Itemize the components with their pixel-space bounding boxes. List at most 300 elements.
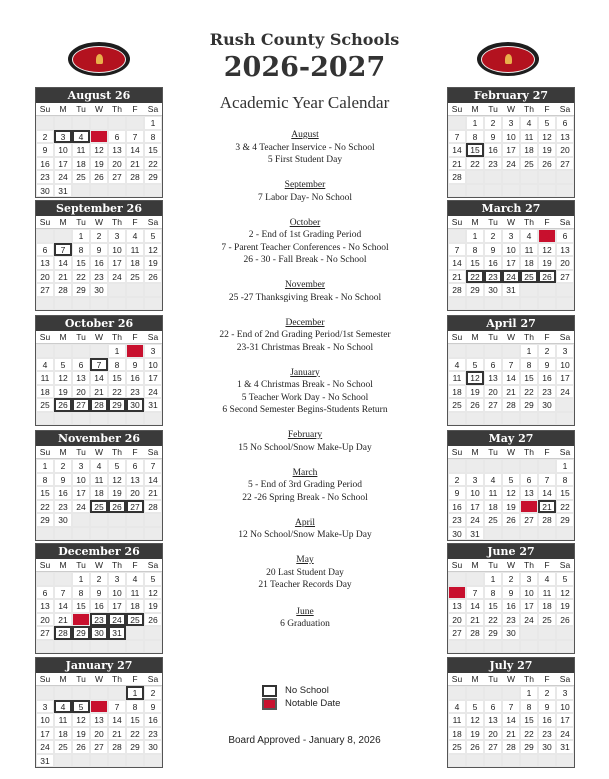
day-cell: 2 (54, 459, 72, 473)
day-cell: 27 (126, 500, 144, 514)
event-month-heading: November (284, 280, 326, 290)
day-cell: 3 (54, 130, 72, 144)
day-cell: 9 (126, 358, 144, 372)
day-cell: 7 (502, 358, 520, 372)
weekday-label: F (126, 103, 144, 116)
empty-day (54, 116, 72, 130)
weekday-label: Su (36, 446, 54, 459)
event-month-heading: June (296, 606, 314, 617)
day-cell: 24 (556, 727, 574, 741)
event-item: 5 - End of 3rd Grading Period (248, 480, 362, 490)
weekday-label: F (126, 559, 144, 572)
day-cell: 20 (90, 727, 108, 741)
day-cell: 12 (466, 371, 484, 385)
day-cell: 14 (448, 143, 466, 157)
weekday-label: Th (108, 216, 126, 229)
day-cell: 15 (466, 143, 484, 157)
empty-day (484, 412, 502, 426)
no-school-swatch (262, 685, 277, 697)
day-cell: 11 (448, 713, 466, 727)
weekday-label: W (502, 216, 520, 229)
weekday-label: W (90, 559, 108, 572)
month-title: March 27 (448, 201, 574, 216)
day-cell: 7 (90, 358, 108, 372)
empty-day (72, 344, 90, 358)
month-calendar (447, 315, 575, 426)
month-title: October 26 (36, 316, 162, 331)
empty-day (556, 283, 574, 297)
event-section (180, 367, 430, 417)
empty-day (90, 297, 108, 311)
weekday-label: Sa (556, 673, 574, 686)
weekday-label: Th (108, 103, 126, 116)
day-cell: 1 (466, 116, 484, 130)
day-cell: 30 (448, 527, 466, 541)
day-cell: 5 (144, 572, 162, 586)
day-cell: 12 (538, 130, 556, 144)
day-cell: 15 (556, 486, 574, 500)
day-cell: 1 (556, 459, 574, 473)
day-cell: 26 (144, 270, 162, 284)
weekday-label: F (538, 331, 556, 344)
empty-day (54, 527, 72, 541)
weekday-label: W (90, 331, 108, 344)
empty-day (448, 572, 466, 586)
weekday-label: F (126, 673, 144, 686)
day-cell: 16 (54, 486, 72, 500)
empty-day (90, 184, 108, 198)
day-cell: 3 (520, 572, 538, 586)
school-name: Rush County Schools (209, 30, 400, 49)
weekday-label: W (90, 103, 108, 116)
day-cell: 29 (144, 170, 162, 184)
empty-day (448, 640, 466, 654)
weekday-label: Tu (72, 216, 90, 229)
month-calendar (35, 87, 163, 198)
day-cell: 26 (466, 740, 484, 754)
day-cell: 18 (448, 727, 466, 741)
day-cell: 10 (144, 358, 162, 372)
day-cell: 21 (448, 270, 466, 284)
empty-day (144, 297, 162, 311)
day-cell: 2 (502, 572, 520, 586)
day-cell: 22 (466, 157, 484, 171)
legend-notable: Notable Date (285, 698, 341, 709)
empty-day (484, 297, 502, 311)
day-cell: 9 (90, 586, 108, 600)
empty-day (36, 229, 54, 243)
day-cell: 4 (72, 130, 90, 144)
weekday-label: Th (520, 331, 538, 344)
weekday-label: Th (108, 673, 126, 686)
day-cell: 26 (90, 170, 108, 184)
event-month-heading: February (287, 430, 323, 440)
day-cell: 25 (36, 398, 54, 412)
day-cell: 14 (108, 713, 126, 727)
day-cell: 8 (466, 130, 484, 144)
day-cell: 13 (126, 473, 144, 487)
day-cell: 6 (484, 700, 502, 714)
day-cell: 31 (466, 527, 484, 541)
day-cell: 14 (54, 256, 72, 270)
day-cell: 20 (108, 157, 126, 171)
empty-day (448, 297, 466, 311)
day-cell: 16 (90, 599, 108, 613)
empty-day (502, 412, 520, 426)
day-cell: 13 (108, 143, 126, 157)
day-cell: 15 (108, 371, 126, 385)
day-cell: 6 (556, 116, 574, 130)
event-item: 21 Teacher Records Day (258, 580, 352, 590)
day-cell: 1 (144, 116, 162, 130)
day-cell: 29 (108, 398, 126, 412)
day-cell: 20 (484, 385, 502, 399)
month-title: January 27 (36, 658, 162, 673)
weekday-label: Su (36, 673, 54, 686)
day-cell: 25 (484, 513, 502, 527)
weekday-label: Tu (72, 559, 90, 572)
day-cell: 20 (36, 613, 54, 627)
day-cell: 24 (108, 613, 126, 627)
day-cell: 6 (448, 586, 466, 600)
event-month-heading: December (285, 317, 325, 328)
weekday-label: Th (520, 673, 538, 686)
empty-day (556, 398, 574, 412)
day-cell: 7 (502, 700, 520, 714)
day-cell: 26 (54, 398, 72, 412)
empty-day (126, 297, 144, 311)
day-cell: 24 (556, 385, 574, 399)
day-cell: 18 (36, 385, 54, 399)
empty-day (90, 412, 108, 426)
day-cell: 3 (108, 572, 126, 586)
weekday-label: M (466, 103, 484, 116)
day-cell: 4 (520, 116, 538, 130)
day-cell: 7 (108, 700, 126, 714)
day-cell: 26 (72, 740, 90, 754)
event-item: 2 - End of 1st Grading Period (248, 230, 362, 240)
weekday-label: Sa (144, 331, 162, 344)
empty-day (556, 754, 574, 768)
day-cell: 10 (108, 243, 126, 257)
day-cell: 23 (144, 727, 162, 741)
day-cell: 16 (502, 599, 520, 613)
weekday-label: Th (108, 559, 126, 572)
empty-day (520, 640, 538, 654)
month-calendar (35, 315, 163, 426)
weekday-label: M (466, 446, 484, 459)
day-cell: 30 (144, 740, 162, 754)
day-cell: 27 (484, 740, 502, 754)
empty-day (54, 640, 72, 654)
day-cell: 23 (448, 513, 466, 527)
day-cell: 25 (126, 270, 144, 284)
day-cell: 24 (72, 500, 90, 514)
weekday-label: M (54, 103, 72, 116)
event-item: 3 & 4 Teacher Inservice - No School (235, 142, 375, 153)
day-cell: 17 (466, 500, 484, 514)
day-cell: 21 (90, 385, 108, 399)
weekday-label: Sa (144, 559, 162, 572)
day-cell: 7 (54, 243, 72, 257)
empty-day (72, 412, 90, 426)
event-item: 5 Teacher Work Day - No School (241, 392, 369, 403)
empty-day (54, 344, 72, 358)
day-cell: 22 (466, 270, 484, 284)
month-calendar (35, 543, 163, 654)
day-cell: 5 (538, 116, 556, 130)
empty-day (72, 754, 90, 768)
weekday-label: Su (36, 559, 54, 572)
day-cell: 29 (466, 283, 484, 297)
empty-day (90, 640, 108, 654)
day-cell: 29 (520, 398, 538, 412)
month-calendar (35, 430, 163, 541)
day-cell: 18 (538, 599, 556, 613)
day-cell: 14 (126, 143, 144, 157)
empty-day (502, 754, 520, 768)
day-cell: 23 (538, 727, 556, 741)
day-cell: 13 (90, 713, 108, 727)
events-list (180, 129, 430, 643)
day-cell: 26 (466, 398, 484, 412)
day-cell: 10 (556, 700, 574, 714)
event-month-heading: August (291, 130, 319, 140)
empty-day (90, 527, 108, 541)
day-cell: 6 (108, 130, 126, 144)
day-cell: 30 (126, 398, 144, 412)
weekday-label: Su (448, 216, 466, 229)
weekday-label: Th (520, 446, 538, 459)
weekday-label: Tu (484, 446, 502, 459)
month-calendar (447, 657, 575, 768)
day-cell: 21 (108, 727, 126, 741)
event-item: 7 - Parent Teacher Conferences - No School (221, 242, 389, 253)
empty-day (520, 754, 538, 768)
day-cell: 19 (144, 256, 162, 270)
month-title: June 27 (448, 544, 574, 559)
empty-day (448, 459, 466, 473)
day-cell: 9 (36, 143, 54, 157)
weekday-label: F (126, 446, 144, 459)
empty-day (108, 297, 126, 311)
day-cell: 7 (448, 243, 466, 257)
empty-day (126, 527, 144, 541)
weekday-label: Th (108, 446, 126, 459)
empty-day (556, 527, 574, 541)
day-cell: 29 (72, 626, 90, 640)
weekday-label: Sa (556, 216, 574, 229)
day-cell: 16 (126, 371, 144, 385)
day-cell: 11 (126, 586, 144, 600)
day-cell: 14 (502, 713, 520, 727)
day-cell: 25 (448, 740, 466, 754)
day-cell: 8 (556, 473, 574, 487)
day-cell: 22 (36, 500, 54, 514)
day-cell: 7 (538, 473, 556, 487)
weekday-label: Tu (72, 103, 90, 116)
day-cell: 12 (90, 143, 108, 157)
day-cell: 7 (466, 586, 484, 600)
event-item: 25 -27 Thanksgiving Break - No School (228, 292, 382, 303)
day-cell: 8 (72, 243, 90, 257)
empty-day (126, 412, 144, 426)
day-cell: 23 (126, 385, 144, 399)
day-cell: 3 (36, 700, 54, 714)
empty-day (502, 297, 520, 311)
day-cell: 5 (466, 358, 484, 372)
empty-day (36, 640, 54, 654)
empty-day (54, 229, 72, 243)
empty-day (502, 170, 520, 184)
day-cell: 21 (466, 613, 484, 627)
day-cell: 3 (108, 229, 126, 243)
day-cell: 5 (144, 229, 162, 243)
event-item: 5 First Student Day (267, 155, 343, 165)
day-cell: 11 (520, 243, 538, 257)
empty-day (502, 686, 520, 700)
day-cell: 2 (90, 229, 108, 243)
day-cell: 17 (36, 727, 54, 741)
empty-day (72, 686, 90, 700)
day-cell: 25 (54, 740, 72, 754)
month-title: April 27 (448, 316, 574, 331)
day-cell: 6 (556, 229, 574, 243)
empty-day (484, 344, 502, 358)
empty-day (126, 754, 144, 768)
day-cell: 30 (538, 740, 556, 754)
event-section (180, 467, 430, 505)
day-cell: 17 (54, 157, 72, 171)
month-calendar (35, 657, 163, 768)
empty-day (466, 297, 484, 311)
day-cell: 10 (108, 586, 126, 600)
day-cell: 9 (484, 243, 502, 257)
day-cell: 16 (36, 157, 54, 171)
empty-day (108, 640, 126, 654)
event-section (180, 317, 430, 355)
day-cell: 28 (448, 170, 466, 184)
empty-day (144, 513, 162, 527)
empty-day (466, 412, 484, 426)
event-section (180, 129, 430, 167)
day-cell: 27 (448, 626, 466, 640)
weekday-label: M (466, 331, 484, 344)
day-cell: 21 (126, 157, 144, 171)
empty-day (556, 184, 574, 198)
empty-day (448, 754, 466, 768)
empty-day (448, 229, 466, 243)
day-cell: 11 (520, 130, 538, 144)
event-month-heading: October (289, 217, 321, 228)
legend (262, 684, 340, 710)
weekday-label: W (90, 673, 108, 686)
day-cell: 19 (556, 599, 574, 613)
day-cell: 22 (144, 157, 162, 171)
weekday-label: W (90, 216, 108, 229)
day-cell: 23 (36, 170, 54, 184)
weekday-label: Sa (556, 446, 574, 459)
day-cell: 6 (72, 358, 90, 372)
event-item: 26 - 30 - Fall Break - No School (243, 255, 367, 265)
weekday-label: Th (520, 559, 538, 572)
day-cell: 28 (448, 283, 466, 297)
weekday-label: Th (108, 331, 126, 344)
empty-day (108, 513, 126, 527)
day-cell: 5 (72, 700, 90, 714)
day-cell: 20 (126, 486, 144, 500)
day-cell: 23 (90, 613, 108, 627)
day-cell: 28 (108, 740, 126, 754)
day-cell: 19 (502, 500, 520, 514)
empty-day (538, 527, 556, 541)
day-cell: 4 (54, 700, 72, 714)
weekday-label: M (54, 559, 72, 572)
empty-day (466, 572, 484, 586)
day-cell: 7 (448, 130, 466, 144)
empty-day (466, 640, 484, 654)
weekday-label: M (54, 216, 72, 229)
weekday-label: F (538, 103, 556, 116)
month-calendar (447, 200, 575, 311)
day-cell: 14 (538, 486, 556, 500)
day-cell: 14 (466, 599, 484, 613)
day-cell: 13 (448, 599, 466, 613)
day-cell: 15 (72, 599, 90, 613)
day-cell: 28 (502, 740, 520, 754)
day-cell: 8 (36, 473, 54, 487)
month-title: May 27 (448, 431, 574, 446)
empty-day (538, 297, 556, 311)
day-cell: 5 (466, 700, 484, 714)
event-section (180, 554, 430, 592)
day-cell: 9 (538, 358, 556, 372)
day-cell: 9 (538, 700, 556, 714)
weekday-label: W (502, 331, 520, 344)
day-cell: 11 (90, 473, 108, 487)
day-cell: 7 (54, 586, 72, 600)
empty-day (108, 116, 126, 130)
empty-day (72, 184, 90, 198)
day-cell: 9 (484, 130, 502, 144)
weekday-label: F (538, 673, 556, 686)
event-month-heading: May (296, 555, 314, 565)
day-cell: 3 (556, 686, 574, 700)
empty-day (126, 626, 144, 640)
empty-day (484, 170, 502, 184)
day-cell: 11 (538, 586, 556, 600)
empty-day (520, 459, 538, 473)
empty-day (502, 640, 520, 654)
day-cell: 30 (90, 626, 108, 640)
day-cell: 24 (520, 613, 538, 627)
day-cell: 5 (90, 130, 108, 144)
day-cell: 12 (144, 586, 162, 600)
day-cell: 25 (90, 500, 108, 514)
empty-day (538, 640, 556, 654)
empty-day (484, 754, 502, 768)
empty-day (144, 283, 162, 297)
day-cell: 15 (484, 599, 502, 613)
event-section (180, 279, 430, 304)
weekday-label: Tu (484, 216, 502, 229)
day-cell: 18 (520, 143, 538, 157)
day-cell: 23 (484, 157, 502, 171)
day-cell: 11 (54, 713, 72, 727)
empty-day (448, 344, 466, 358)
empty-day (502, 184, 520, 198)
day-cell: 8 (72, 586, 90, 600)
